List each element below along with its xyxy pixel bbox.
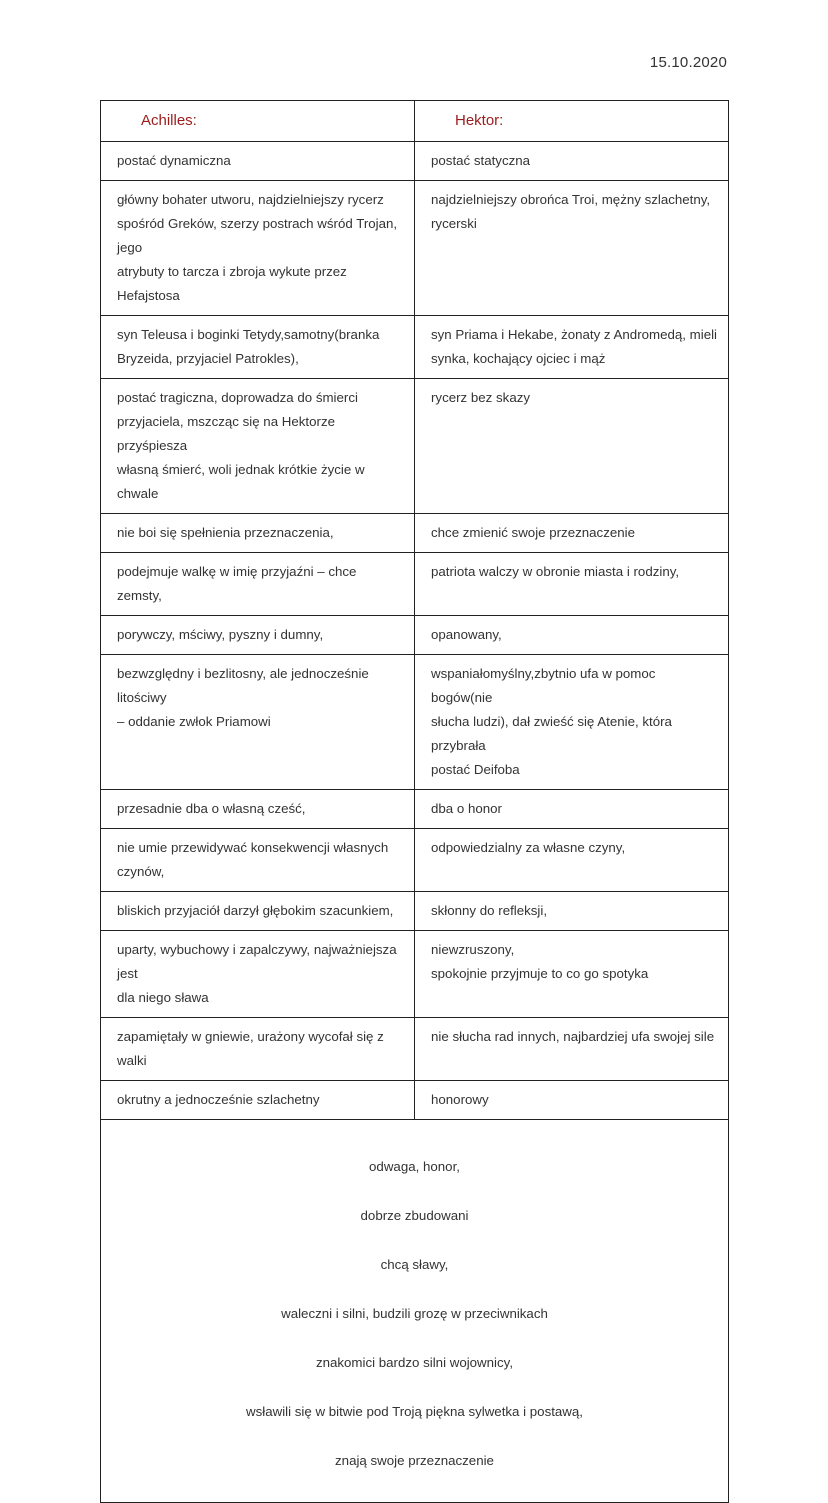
achilles-trait: postać dynamiczna <box>101 142 415 181</box>
hektor-trait: wspaniałomyślny,zbytnio ufa w pomoc bogów(nie słucha ludzi), dał zwieść się Atenie, która przybrała postać Deifoba <box>415 655 729 790</box>
hektor-trait: opanowany, <box>415 616 729 655</box>
table-row <box>101 655 729 790</box>
achilles-trait: postać tragiczna, doprowadza do śmierci przyjaciela, mszcząc się na Hektorze przyśpiesza własną śmierć, woli jednak krótkie życie w chwale <box>101 379 415 514</box>
table-row <box>101 1081 729 1120</box>
hektor-trait: nie słucha rad innych, najbardziej ufa swojej sile <box>415 1018 729 1081</box>
hektor-trait: honorowy <box>415 1081 729 1120</box>
comparison-table <box>100 100 729 1503</box>
achilles-trait: okrutny a jednocześnie szlachetny <box>101 1081 415 1120</box>
common-trait: wsławili się w bitwie pod Troją piękna sylwetka i postawą, <box>246 1403 583 1419</box>
hektor-trait: rycerz bez skazy <box>415 379 729 514</box>
achilles-trait: porywczy, mściwy, pyszny i dumny, <box>101 616 415 655</box>
achilles-trait: nie boi się spełnienia przeznaczenia, <box>101 514 415 553</box>
header-hektor: Hektor: <box>415 101 729 142</box>
achilles-trait: uparty, wybuchowy i zapalczywy, najważniejsza jest dla niego sława <box>101 931 415 1018</box>
hektor-trait: postać statyczna <box>415 142 729 181</box>
table-row <box>101 892 729 931</box>
common-trait: waleczni i silni, budzili grozę w przeciwnikach <box>281 1305 548 1321</box>
table-row <box>101 514 729 553</box>
hektor-trait: dba o honor <box>415 790 729 829</box>
table-row <box>101 1018 729 1081</box>
table-header-row <box>101 101 729 142</box>
hektor-trait: niewzruszony, spokojnie przyjmuje to co go spotyka <box>415 931 729 1018</box>
common-trait: dobrze zbudowani <box>360 1207 469 1223</box>
achilles-trait: nie umie przewidywać konsekwencji własnych czynów, <box>101 829 415 892</box>
table-row <box>101 181 729 316</box>
table-row <box>101 316 729 379</box>
achilles-trait: bezwzględny i bezlitosny, ale jednocześnie litościwy – oddanie zwłok Priamowi <box>101 655 415 790</box>
achilles-trait: bliskich przyjaciół darzył głębokim szacunkiem, <box>101 892 415 931</box>
achilles-trait: zapamiętały w gniewie, urażony wycofał się z walki <box>101 1018 415 1081</box>
common-trait: odwaga, honor, <box>369 1158 460 1174</box>
table-row <box>101 142 729 181</box>
common-traits-row <box>101 1120 729 1503</box>
table-row <box>101 553 729 616</box>
achilles-trait: podejmuje walkę w imię przyjaźni – chce zemsty, <box>101 553 415 616</box>
hektor-trait: patriota walczy w obronie miasta i rodziny, <box>415 553 729 616</box>
table-row <box>101 829 729 892</box>
achilles-trait: główny bohater utworu, najdzielniejszy rycerz spośród Greków, szerzy postrach wśród Trojan, jego atrybuty to tarcza i zbroja wykute przez Hefajstosa <box>101 181 415 316</box>
achilles-trait: przesadnie dba o własną cześć, <box>101 790 415 829</box>
header-achilles: Achilles: <box>101 101 415 142</box>
table-row <box>101 379 729 514</box>
hektor-trait: odpowiedzialny za własne czyny, <box>415 829 729 892</box>
table-row <box>101 790 729 829</box>
common-traits-cell <box>101 1120 729 1503</box>
hektor-trait: chce zmienić swoje przeznaczenie <box>415 514 729 553</box>
common-trait: znają swoje przeznaczenie <box>335 1452 494 1468</box>
common-trait: znakomici bardzo silni wojownicy, <box>315 1354 514 1370</box>
document-date: 15.10.2020 <box>649 54 727 71</box>
achilles-trait: syn Teleusa i boginki Tetydy,samotny(branka Bryzeida, przyjaciel Patrokles), <box>101 316 415 379</box>
hektor-trait: syn Priama i Hekabe, żonaty z Andromedą, mieli synka, kochający ojciec i mąż <box>415 316 729 379</box>
table-row <box>101 931 729 1018</box>
hektor-trait: najdzielniejszy obrońca Troi, mężny szlachetny, rycerski <box>415 181 729 316</box>
common-trait: chcą sławy, <box>380 1256 449 1272</box>
table-row <box>101 616 729 655</box>
hektor-trait: skłonny do refleksji, <box>415 892 729 931</box>
